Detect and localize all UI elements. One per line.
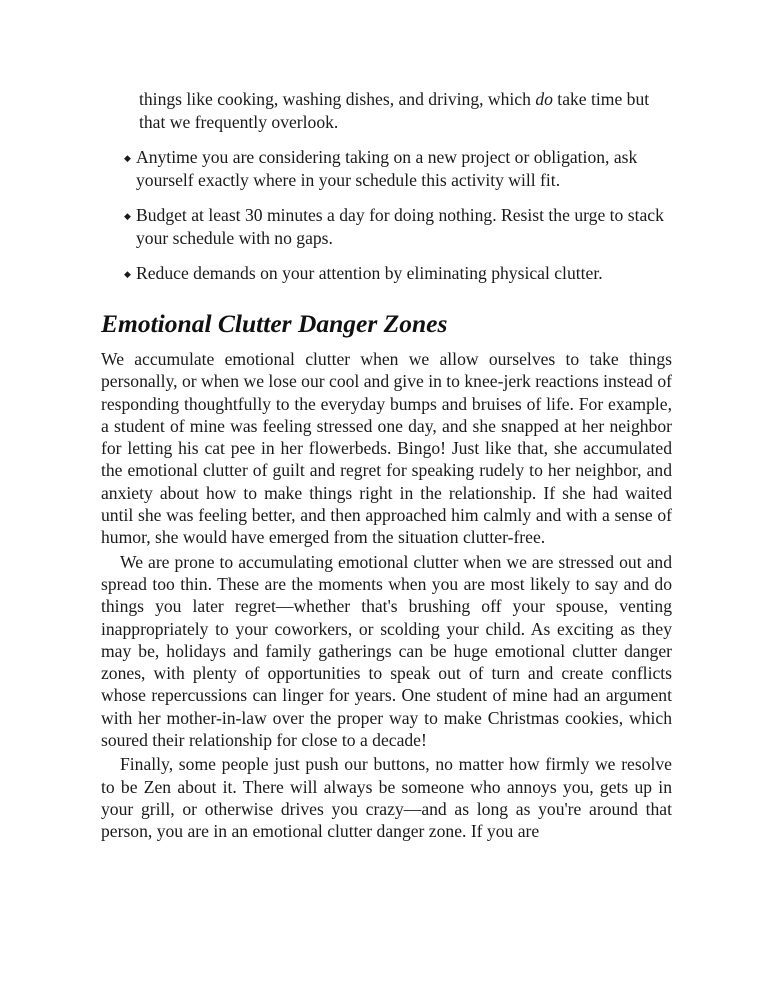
bullet-item bbox=[101, 262, 672, 285]
body-paragraph: Finally, some people just push our buttons, no matter how firmly we resolve to be Zen about it. There will always be someone who annoys you, gets up in your grill, or otherwise drives you crazy—and as long as you're around that person, you are in an emotional clutter danger zone. If you are bbox=[101, 754, 672, 842]
diamond-bullet-icon: ◆ bbox=[124, 269, 131, 279]
book-page bbox=[101, 88, 672, 843]
bullet-item bbox=[101, 204, 672, 250]
bullet-item-text: Budget at least 30 minutes a day for doing nothing. Resist the urge to stack your schedule with no gaps. bbox=[136, 205, 664, 248]
bullet-item-text: Reduce demands on your attention by eliminating physical clutter. bbox=[136, 263, 603, 283]
diamond-bullet-icon: ◆ bbox=[124, 153, 131, 163]
bullet-list bbox=[101, 88, 672, 285]
body-paragraph: We accumulate emotional clutter when we allow ourselves to take things personally, or when we lose our cool and give in to knee-jerk reactions instead of responding thoughtfully to the everyday bumps and bruises of life. For example, a student of mine was feeling stressed one day, and she snapped at her neighbor for letting his cat pee in her flowerbeds. Bingo! Just like that, she accumulated the emotional clutter of guilt and regret for speaking rudely to her neighbor, and anxiety about how to make things right in the relationship. If she had waited until she was feeling better, and then approached him calmly and with a sense of humor, she would have emerged from the situation clutter-free. bbox=[101, 349, 672, 548]
bullet-item bbox=[101, 146, 672, 192]
continuation-emphasis: do bbox=[535, 89, 553, 109]
diamond-bullet-icon: ◆ bbox=[124, 211, 131, 221]
body-paragraph: We are prone to accumulating emotional clutter when we are stressed out and spread too thin. These are the moments when you are most likely to say and do things you later regret—whether that's brushing off your spouse, venting inappropriately to your coworkers, or scolding your child. As exciting as they may be, holidays and family gatherings can be huge emotional clutter danger zones, with plenty of opportunities to speak out of turn and create conflicts whose repercussions can linger for years. One student of mine had an argument with her mother-in-law over the proper way to make Christmas cookies, which soured their relationship for close to a decade! bbox=[101, 551, 672, 751]
continuation-text-before: things like cooking, washing dishes, and driving, which bbox=[139, 89, 536, 109]
continuation-text-after: take time but that we frequently overlook. bbox=[139, 89, 650, 132]
bullet-continuation bbox=[101, 88, 672, 134]
bullet-item-text: Anytime you are considering taking on a new project or obligation, ask yourself exactly where in your schedule this activity will fit. bbox=[136, 147, 638, 190]
section-heading: Emotional Clutter Danger Zones bbox=[101, 309, 448, 338]
